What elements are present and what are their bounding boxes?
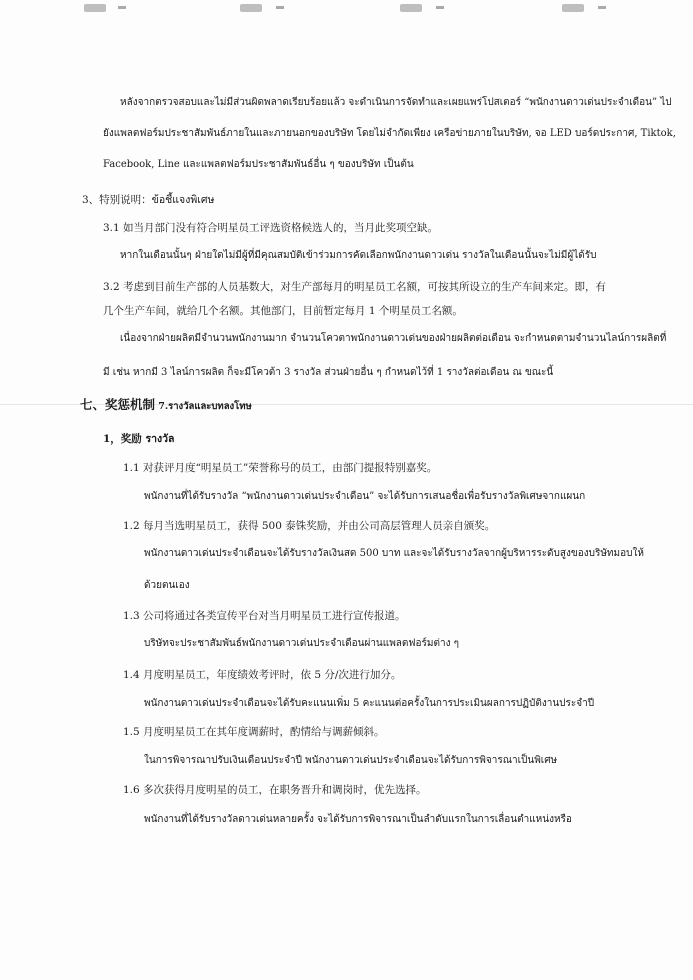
item-1-4-zh: 1.4 月度明星员工，年度绩效考评时，依 5 分/次进行加分。 [123, 669, 402, 681]
section-7-heading [80, 398, 252, 414]
item-1-2-th-2: ด้วยตนเอง [144, 580, 190, 591]
scan-artifact [240, 4, 262, 12]
scan-artifact [400, 4, 422, 12]
item-1-6-th: พนักงานที่ได้รับรางวัลดาวเด่นหลายครั้ง จะได้รับการพิจารณาเป็นลำดับแรกในการเลื่อนตำแหน่งหรือ [144, 814, 572, 825]
scan-artifact [118, 6, 126, 9]
item-1-3-th: บริษัทจะประชาสัมพันธ์พนักงานดาวเด่นประจำเดือนผ่านแพลตฟอร์มต่าง ๆ [144, 638, 460, 649]
scan-artifact [598, 6, 606, 9]
item-1-3-zh: 1.3 公司将通过各类宣传平台对当月明星员工进行宣传报道。 [123, 610, 406, 622]
item-1-1-zh: 1.1 对获评月度“明星员工”荣誉称号的员工，由部门提报特别嘉奖。 [123, 462, 438, 474]
item-3-2-zh-2: 几个生产车间，就给几个名额。其他部门，目前暂定每月 1 个明星员工名额。 [103, 305, 463, 317]
item-3-2-th-2: มี เช่น หากมี 3 ไลน์การผลิต ก็จะมีโควต้า 3 รางวัล ส่วนฝ่ายอื่น ๆ กำหนดไว้ที่ 1 รางวัลต่อเดือน ณ ขณะนี้ [103, 367, 554, 378]
scan-artifact [436, 6, 444, 9]
item-1-4-th: พนักงานดาวเด่นประจำเดือนจะได้รับคะแนนเพิ่ม 5 คะแนนต่อครั้งในการประเมินผลการปฏิบัติงานประจำปี [144, 698, 595, 709]
item-1-2-zh: 1.2 每月当选明星员工，获得 500 泰铢奖励，并由公司高层管理人员亲自颁奖。 [123, 520, 496, 532]
intro-line-1: หลังจากตรวจสอบและไม่มีส่วนผิดพลาดเรียบร้อยแล้ว จะดำเนินการจัดทำและเผยแพร่โปสเตอร์ “พนักงานดาวเด่นประจำเดือน” ไป [120, 97, 672, 108]
item-1-5-zh: 1.5 月度明星员工在其年度调薪时，酌情给与调薪倾斜。 [123, 726, 385, 738]
intro-line-2: ยังแพลตฟอร์มประชาสัมพันธ์ภายในและภายนอกของบริษัท โดยไม่จำกัดเพียง เครือข่ายภายในบริษัท, จอ LED บอร์ดประกาศ, Tiktok, [103, 128, 676, 139]
item-3-2-zh-1: 3.2 考虑到目前生产部的人员基数大，对生产部每月的明星员工名额，可按其所设立的生产车间来定。即，有 [103, 281, 607, 293]
item-1-2-th-1: พนักงานดาวเด่นประจำเดือนจะได้รับรางวัลเงินสด 500 บาท และจะได้รับรางวัลจากผู้บริหารระดับสูงของบริษัทมอบให้ [144, 548, 644, 559]
scan-artifact [276, 6, 284, 9]
scan-artifact [84, 4, 106, 12]
item-3-2-th-1: เนื่องจากฝ่ายผลิตมีจำนวนพนักงานมาก จำนวนโควตาพนักงานดาวเด่นของฝ่ายผลิตต่อเดือน จะกำหนดตามจำนวนไลน์การผลิตที่ [120, 333, 667, 344]
scan-artifact [562, 4, 584, 12]
item-1-6-zh: 1.6 多次获得月度明星的员工，在职务晋升和调岗时，优先选择。 [123, 784, 427, 796]
item-3-1-zh: 3.1 如当月部门没有符合明星员工评选资格候选人的，当月此奖项空缺。 [103, 222, 439, 234]
item-1-1-th: พนักงานที่ได้รับรางวัล “พนักงานดาวเด่นประจำเดือน” จะได้รับการเสนอชื่อเพื่อรับรางวัลพิเศษจากแผนก [144, 491, 586, 502]
section-7-heading-zh: 七、奖惩机制 [80, 397, 156, 412]
intro-line-3: Facebook, Line และแพลตฟอร์มประชาสัมพันธ์อื่น ๆ ของบริษัท เป็นต้น [103, 159, 414, 170]
subsection-1-heading: 1，奖励 รางวัล [103, 433, 175, 445]
item-3-1-th: หากในเดือนนั้นๆ ฝ่ายใดไม่มีผู้ที่มีคุณสมบัติเข้าร่วมการคัดเลือกพนักงานดาวเด่น รางวัลในเดือนนั้นจะไม่มีผู้ได้รับ [120, 250, 597, 261]
section-3-heading: 3、特别说明：ข้อชี้แจงพิเศษ [82, 194, 215, 206]
item-1-5-th: ในการพิจารณาปรับเงินเดือนประจำปี พนักงานดาวเด่นประจำเดือนจะได้รับการพิจารณาเป็นพิเศษ [144, 755, 558, 766]
section-7-heading-th: 7.รางวัลและบทลงโทษ [158, 401, 252, 412]
